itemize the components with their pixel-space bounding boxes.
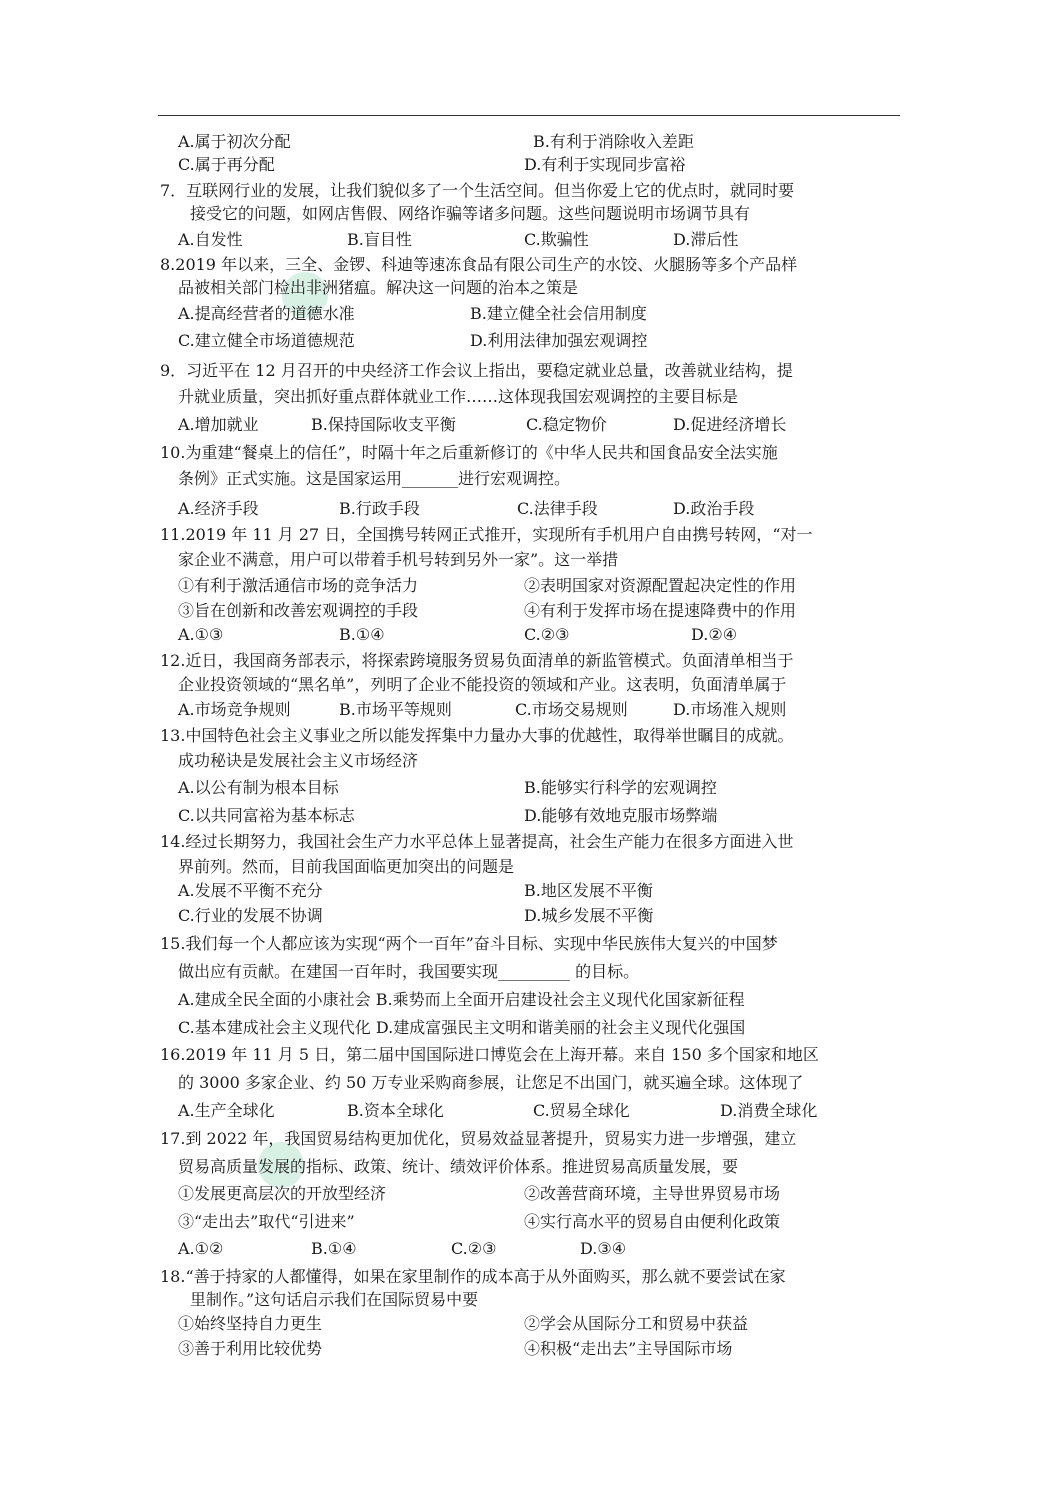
question-text: 的 3000 多家企业、约 50 万专业采购商参展，让您足不出国门，就买遍全球。这体现了 <box>178 1073 804 1092</box>
header-rule <box>158 115 900 116</box>
question-text: 品被相关部门检出非洲猪瘟。解决这一问题的治本之策是 <box>178 278 579 297</box>
option-d: D.②④ <box>691 625 738 644</box>
statement-1: ①发展更高层次的开放型经济 <box>178 1184 387 1203</box>
question-text: 13.中国特色社会主义事业之所以能发挥集中力量办大事的优越性，取得举世瞩目的成就。 <box>160 726 794 745</box>
option-a: A.经济手段 <box>178 499 259 518</box>
option-a: A.提高经营者的道德水准 <box>178 304 355 323</box>
option-a: A.发展不平衡不充分 <box>178 881 323 900</box>
statement-1: ①有利于激活通信市场的竞争活力 <box>178 576 419 595</box>
option-c: C.法律手段 <box>517 499 598 518</box>
option-a-b: A.建成全民全面的小康社会 B.乘势而上全面开启建设社会主义现代化国家新征程 <box>178 990 745 1009</box>
option-c: C.贸易全球化 <box>533 1101 630 1120</box>
question-text: 接受它的问题，如网店售假、网络诈骗等诸多问题。这些问题说明市场调节具有 <box>190 204 751 223</box>
question-text: 条例》正式实施。这是国家运用_______进行宏观调控。 <box>178 469 571 488</box>
option-d: D.利用法律加强宏观调控 <box>470 331 648 350</box>
statement-1: ①始终坚持自力更生 <box>178 1314 323 1333</box>
option-d: D.能够有效地克服市场弊端 <box>524 806 718 825</box>
option-a: A.自发性 <box>178 230 243 249</box>
option-b: B.地区发展不平衡 <box>524 881 653 900</box>
option-d: D.城乡发展不平衡 <box>524 906 654 925</box>
option-b: B.①④ <box>339 625 385 644</box>
question-text: 12.近日，我国商务部表示，将探索跨境服务贸易负面清单的新监管模式。负面清单相当于 <box>160 651 794 670</box>
option-b: B.市场平等规则 <box>339 700 452 719</box>
option-d: D.政治手段 <box>673 499 755 518</box>
statement-3: ③“走出去”取代“引进来” <box>178 1212 355 1231</box>
option-c: C.属于再分配 <box>178 155 275 174</box>
statement-2: ②学会从国际分工和贸易中获益 <box>524 1314 749 1333</box>
question-text: 16.2019 年 11 月 5 日，第二届中国国际进口博览会在上海开幕。来自 150 多个国家和地区 <box>160 1045 819 1064</box>
question-text: 10.为重建“餐桌上的信任”，时隔十年之后重新修订的《中华人民共和国食品安全法实施 <box>160 443 778 462</box>
question-text: 升就业质量，突出抓好重点群体就业工作……这体现我国宏观调控的主要目标是 <box>178 387 739 406</box>
option-b: B.行政手段 <box>339 499 420 518</box>
option-d: D.③④ <box>580 1239 627 1258</box>
option-c: C.稳定物价 <box>526 415 607 434</box>
question-text: 企业投资领域的“黑名单”，列明了企业不能投资的领域和产业。这表明，负面清单属于 <box>178 675 787 694</box>
statement-3: ③旨在创新和改善宏观调控的手段 <box>178 601 419 620</box>
question-text: 界前列。然而，目前我国面临更加突出的问题是 <box>178 857 515 876</box>
statement-4: ④积极“走出去”主导国际市场 <box>524 1339 733 1358</box>
option-c: C.②③ <box>524 625 570 644</box>
question-text: 15.我们每一个人都应该为实现“两个一百年”奋斗目标、实现中华民族伟大复兴的中国梦 <box>160 934 778 953</box>
option-b: B.盲目性 <box>347 230 412 249</box>
question-text: 17.到 2022 年，我国贸易结构更加优化，贸易效益显著提升，贸易实力进一步增强，建立 <box>160 1129 797 1148</box>
statement-3: ③善于利用比较优势 <box>178 1339 323 1358</box>
option-a: A.属于初次分配 <box>178 132 291 151</box>
question-text: 11.2019 年 11 月 27 日，全国携号转网正式推开，实现所有手机用户自由携号转网，“对一 <box>160 525 813 544</box>
question-text: 成功秘诀是发展社会主义市场经济 <box>178 751 419 770</box>
option-c: C.②③ <box>451 1239 497 1258</box>
question-text: 18.“善于持家的人都懂得，如果在家里制作的成本高于从外面购买，那么就不要尝试在家 <box>160 1267 786 1286</box>
option-a: A.市场竞争规则 <box>178 700 291 719</box>
option-a: A.以公有制为根本目标 <box>178 778 339 797</box>
option-a: A.增加就业 <box>178 415 259 434</box>
question-text: 贸易高质量发展的指标、政策、统计、绩效评价体系。推进贸易高质量发展，要 <box>178 1157 739 1176</box>
option-c: C.市场交易规则 <box>515 700 628 719</box>
option-b: B.有利于消除收入差距 <box>533 132 694 151</box>
question-text: 9．习近平在 12 月召开的中央经济工作会议上指出，要稳定就业总量，改善就业结构，提 <box>160 361 793 380</box>
option-d: D.有利于实现同步富裕 <box>524 155 686 174</box>
option-a: A.①③ <box>178 625 224 644</box>
question-text: 14.经过长期努力，我国社会生产力水平总体上显著提高，社会生产能力在很多方面进入世 <box>160 832 794 851</box>
option-b: B.能够实行科学的宏观调控 <box>524 778 717 797</box>
option-c-d: C.基本建成社会主义现代化 D.建成富强民主文明和谐美丽的社会主义现代化强国 <box>178 1018 746 1037</box>
option-d: D.促进经济增长 <box>673 415 787 434</box>
option-c: C.以共同富裕为基本标志 <box>178 806 355 825</box>
option-c: C.欺骗性 <box>524 230 589 249</box>
option-a: A.生产全球化 <box>178 1101 275 1120</box>
question-text: 做出应有贡献。在建国一百年时，我国要实现_________ 的目标。 <box>178 962 640 981</box>
statement-2: ②改善营商环境，主导世界贸易市场 <box>524 1184 781 1203</box>
question-text: 里制作。”这句话启示我们在国际贸易中要 <box>190 1290 479 1309</box>
option-c: C.建立健全市场道德规范 <box>178 331 355 350</box>
option-d: D.滞后性 <box>673 230 739 249</box>
option-b: B.①④ <box>311 1239 357 1258</box>
question-text: 7．互联网行业的发展，让我们貌似多了一个生活空间。但当你爱上它的优点时，就同时要 <box>160 181 795 200</box>
option-a: A.①② <box>178 1239 224 1258</box>
option-c: C.行业的发展不协调 <box>178 906 323 925</box>
option-b: B.建立健全社会信用制度 <box>470 304 647 323</box>
statement-4: ④实行高水平的贸易自由便利化政策 <box>524 1212 781 1231</box>
statement-2: ②表明国家对资源配置起决定性的作用 <box>524 576 797 595</box>
statement-4: ④有利于发挥市场在提速降费中的作用 <box>524 601 797 620</box>
question-text: 8.2019 年以来，三全、金锣、科迪等速冻食品有限公司生产的水饺、火腿肠等多个产品样 <box>160 255 798 274</box>
option-b: B.资本全球化 <box>347 1101 444 1120</box>
option-d: D.市场准入规则 <box>673 700 787 719</box>
option-b: B.保持国际收支平衡 <box>311 415 456 434</box>
option-d: D.消费全球化 <box>720 1101 818 1120</box>
question-text: 家企业不满意，用户可以带着手机号转到另外一家”。这一举措 <box>178 550 619 569</box>
